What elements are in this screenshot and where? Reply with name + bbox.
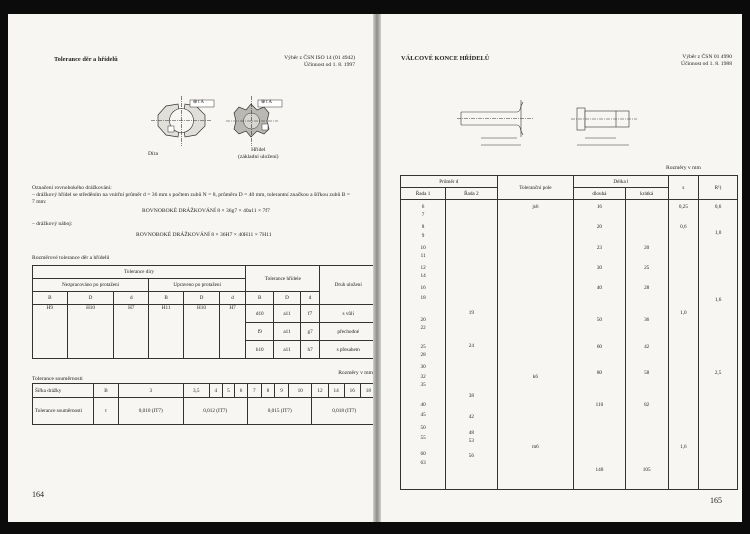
th-row2: Řada 2: [446, 188, 497, 200]
th-diameter: Průměr d: [401, 176, 498, 188]
table-cell: 9: [421, 233, 425, 239]
designation-text: Označení rovnobokého drážkování: – drážkový hřídel se středěním na vnitřní průměr d = 36 mm s počtem zubů N = 8, průměru D = 40 mm, tolerantní značkou a šířkou zubů B = 7 mm: ROVNOBOKÉ DRÁŽKOVÁNÍ 8 × 36g7 × 40a11 × 7f7 – drážkový náboj: ROVNOBOKÉ DRÁŽKOVÁNÍ 8 × 36H7 × 40H11 × 7H11: [32, 185, 350, 238]
th-length: Délka l: [574, 176, 668, 188]
hole-label: Díra: [148, 151, 158, 157]
table-cell: 0,018 (IT7): [312, 398, 373, 425]
table-cell: 30: [420, 364, 426, 370]
table-cell: 10: [288, 384, 312, 398]
table-cell: s vůlí: [320, 305, 373, 323]
table-cell: H9: [33, 305, 68, 359]
long-shaft-end: [457, 100, 533, 145]
table-cell: 50: [596, 317, 603, 323]
col-B: B: [33, 292, 68, 305]
shaft-tolerance-symbol: ⊕ t A: [261, 100, 272, 105]
table-cell: 60: [596, 344, 603, 350]
table-cell: 1,6: [680, 444, 687, 450]
col-R: [699, 200, 738, 490]
table-cell: 140: [595, 467, 604, 473]
table-cell: 23: [596, 245, 603, 251]
table-cell: 11: [420, 253, 426, 259]
th-R: R¹): [699, 176, 738, 200]
col-B: B: [149, 292, 184, 305]
table-cell: t: [94, 398, 119, 425]
table-cell: 12: [312, 384, 328, 398]
table2-units: Rozměry v mm: [338, 370, 373, 376]
table-cell: 36: [644, 317, 650, 323]
table-cell: 19: [468, 310, 474, 316]
page-number-right: 165: [710, 496, 722, 505]
table-cell: 45: [420, 412, 426, 418]
table-cell: přechodné: [320, 323, 373, 341]
table-cell: 7: [421, 212, 425, 218]
table-cell: 10: [420, 245, 426, 251]
table-cell: 40: [420, 402, 426, 408]
left-title: Tolerance děr a hřídelů: [54, 56, 118, 63]
shaft-end-figure: [381, 14, 742, 164]
table-cell: 30: [596, 265, 603, 271]
table1-caption: Rozměrové tolerance děr a hřídelů: [32, 255, 110, 261]
table-cell: 4: [209, 384, 222, 398]
th-treated: Upraveno po protažení: [149, 279, 246, 292]
table-cell: 24: [468, 343, 474, 349]
table-cell: H10: [67, 305, 114, 359]
table-cell: 20: [596, 224, 603, 230]
th-hole-tolerance: Tolerance díry: [33, 266, 246, 279]
table-cell: 48: [468, 430, 474, 436]
col-short: [625, 200, 668, 490]
col-d: d: [114, 292, 149, 305]
col-s: [668, 200, 698, 490]
col-long: [574, 200, 625, 490]
table-cell: 18: [360, 384, 373, 398]
table-cell: 56: [468, 453, 474, 459]
table-cell: 0,012 (IT7): [183, 398, 247, 425]
symmetry-tolerance-table: [32, 383, 373, 425]
table-cell: 82: [644, 402, 650, 408]
table-cell: 22: [420, 325, 426, 331]
table2-caption: Tolerance souměrnosti: [32, 376, 83, 382]
col-D: D: [274, 292, 300, 305]
shaft-ends-table: [400, 175, 738, 490]
th-long: dlouhá: [574, 188, 625, 200]
table-cell: 0,6: [714, 204, 722, 210]
table-cell: 16: [344, 384, 360, 398]
left-source: Výběr z ČSN ISO 14 (01 4942) Účinnost od 1. 8. 1997: [284, 55, 355, 68]
table-cell: 80: [596, 370, 603, 376]
th-s: s: [668, 176, 698, 200]
left-page: [8, 14, 373, 522]
table-cell: 14: [420, 273, 426, 279]
table-cell: 8: [261, 384, 275, 398]
col-tolerance: [497, 200, 574, 490]
right-units: Rozměry v mm: [666, 165, 701, 171]
table-cell: B: [94, 384, 119, 398]
table-cell: g7: [300, 323, 320, 341]
table-cell: f7: [300, 305, 320, 323]
table-cell: 9: [275, 384, 289, 398]
table-cell: k6: [532, 374, 538, 380]
table-cell: 12: [420, 265, 426, 271]
short-shaft-end: [571, 108, 637, 145]
col-row1: [401, 200, 446, 490]
table-cell: 28: [644, 285, 650, 291]
table-cell: d10: [246, 305, 274, 323]
table-cell: 1,0: [714, 230, 722, 236]
table-cell: 3,5: [183, 384, 209, 398]
table-cell: 8: [421, 224, 425, 230]
table-cell: 18: [420, 295, 426, 301]
table-cell: 110: [595, 402, 604, 408]
table-cell: a11: [274, 323, 300, 341]
table-cell: H7: [219, 305, 245, 359]
table-cell: 7: [247, 384, 261, 398]
th-row1: Řada 1: [401, 188, 446, 200]
table-cell: 0,25: [678, 204, 688, 210]
col-D: D: [67, 292, 114, 305]
table-cell: 32: [420, 374, 426, 380]
table-cell: 20: [644, 245, 650, 251]
dimension-tolerance-table: [32, 265, 373, 359]
table-cell: 6: [421, 204, 425, 210]
table-cell: 20: [420, 317, 426, 323]
table-cell: 58: [644, 370, 650, 376]
table-cell: H11: [149, 305, 184, 359]
th-tolerance-field: Toleranční pole: [497, 176, 574, 200]
th-untreated: Nezpracováno po protažení: [33, 279, 149, 292]
table-cell: 63: [420, 460, 426, 466]
spline-figure: [8, 14, 373, 134]
table-cell: H10: [184, 305, 220, 359]
table-cell: 42: [644, 344, 650, 350]
th-fit-type: Druh uložení: [320, 266, 373, 305]
table-cell: 16: [420, 285, 426, 291]
table-cell: h7: [300, 341, 320, 359]
right-page: [381, 14, 742, 522]
table-cell: 6: [235, 384, 248, 398]
table-cell: 3: [119, 384, 184, 398]
table-cell: 55: [420, 435, 426, 441]
table-cell: a11: [274, 341, 300, 359]
page-number-left: 164: [32, 490, 44, 499]
table-cell: 1,0: [680, 310, 687, 316]
table-cell: 60: [420, 451, 426, 457]
hole-drawing: [151, 96, 214, 146]
col-B: B: [246, 292, 274, 305]
table-cell: 2,5: [714, 370, 722, 376]
table-cell: 25: [644, 265, 650, 271]
table-cell: 14: [328, 384, 344, 398]
table-cell: 28: [420, 352, 426, 358]
table-cell: 42: [468, 414, 474, 420]
table-cell: 0,015 (IT7): [247, 398, 311, 425]
th-shaft-tolerance: Tolerance hřídele: [246, 266, 320, 292]
row-label-symmetry: Tolerance souměrnosti: [33, 398, 94, 425]
row-label-slot-width: Šířka drážky: [33, 384, 94, 398]
table-cell: 0,010 (IT7): [119, 398, 184, 425]
col-row2: [446, 200, 497, 490]
table-cell: s přesahem: [320, 341, 373, 359]
shaft-label: Hřídel (základní uložení): [238, 147, 279, 160]
table-cell: 25: [420, 344, 426, 350]
table-cell: 16: [596, 204, 603, 210]
right-title: VÁLCOVÉ KONCE HŘÍDELŮ: [401, 55, 490, 62]
hole-tolerance-symbol: ⊕ t A: [193, 100, 204, 105]
table-cell: 105: [642, 467, 651, 473]
table-cell: 50: [420, 425, 426, 431]
table-cell: 35: [420, 382, 426, 388]
right-source: Výběr z ČSN 01 4990 Účinnost od 1. 8. 1988: [681, 54, 732, 67]
table-cell: 5: [222, 384, 235, 398]
th-short: krátká: [625, 188, 668, 200]
book-gutter: [373, 14, 381, 522]
table-cell: f9: [246, 323, 274, 341]
table-cell: H7: [114, 305, 149, 359]
table-cell: js6: [532, 204, 539, 210]
table-cell: a11: [274, 305, 300, 323]
shaft-drawing: [226, 96, 282, 146]
table-cell: 40: [596, 285, 603, 291]
table-cell: 53: [468, 438, 474, 444]
table-cell: 0,6: [680, 224, 687, 230]
table-cell: m6: [532, 444, 539, 450]
col-d: d: [300, 292, 320, 305]
col-d: d: [219, 292, 245, 305]
table-cell: 1,6: [714, 297, 722, 303]
col-D: D: [184, 292, 220, 305]
table-cell: 38: [468, 393, 474, 399]
table-cell: h10: [246, 341, 274, 359]
